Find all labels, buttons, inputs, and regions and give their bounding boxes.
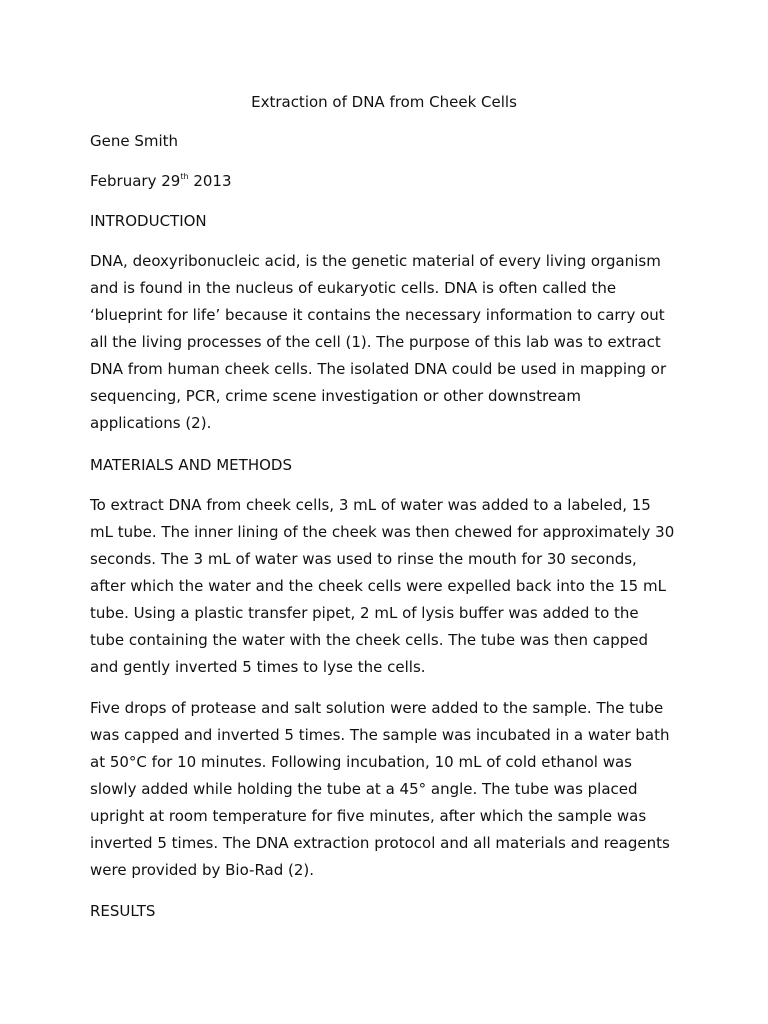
paragraph-line: tube. Using a plastic transfer pipet, 2 mL of lysis buffer was added to the <box>90 604 639 622</box>
author-name: Gene Smith <box>90 132 179 150</box>
paragraph-line: applications (2). <box>90 414 212 432</box>
methods-paragraph-1 <box>90 492 690 681</box>
paragraph-line: seconds. The 3 mL of water was used to rinse the mouth for 30 seconds, <box>90 550 637 568</box>
paragraph-line: and is found in the nucleus of eukaryotic cells. DNA is often called the <box>90 279 617 297</box>
paragraph-line: tube containing the water with the cheek cells. The tube was then capped <box>90 631 648 649</box>
introduction-heading: INTRODUCTION <box>90 212 207 230</box>
document-date <box>90 170 232 192</box>
date-ordinal-suffix: th <box>180 172 189 181</box>
materials-methods-heading: MATERIALS AND METHODS <box>90 456 292 474</box>
paragraph-line: mL tube. The inner lining of the cheek was then chewed for approximately 30 <box>90 523 675 541</box>
paragraph-line: all the living processes of the cell (1). The purpose of this lab was to extract <box>90 333 661 351</box>
paragraph-line: at 50°C for 10 minutes. Following incubation, 10 mL of cold ethanol was <box>90 753 632 771</box>
results-heading: RESULTS <box>90 902 156 920</box>
paragraph-line: slowly added while holding the tube at a 45° angle. The tube was placed <box>90 780 638 798</box>
paragraph-line: To extract DNA from cheek cells, 3 mL of water was added to a labeled, 15 <box>90 496 651 514</box>
paragraph-line: were provided by Bio-Rad (2). <box>90 861 315 879</box>
paragraph-line: after which the water and the cheek cells were expelled back into the 15 mL <box>90 577 666 595</box>
paragraph-line: sequencing, PCR, crime scene investigation or other downstream <box>90 387 581 405</box>
paragraph-line: ‘blueprint for life’ because it contains the necessary information to carry out <box>90 306 665 324</box>
date-year: 2013 <box>188 172 232 190</box>
paragraph-line: DNA, deoxyribonucleic acid, is the genetic material of every living organism <box>90 252 661 270</box>
paragraph-line: Five drops of protease and salt solution were added to the sample. The tube <box>90 699 664 717</box>
date-month-day: February 29 <box>90 172 181 190</box>
methods-paragraph-2 <box>90 695 690 884</box>
document-title: Extraction of DNA from Cheek Cells <box>251 93 517 111</box>
paragraph-line: inverted 5 times. The DNA extraction protocol and all materials and reagents <box>90 834 670 852</box>
paragraph-line: upright at room temperature for five minutes, after which the sample was <box>90 807 647 825</box>
paragraph-line: DNA from human cheek cells. The isolated DNA could be used in mapping or <box>90 360 667 378</box>
paragraph-line: was capped and inverted 5 times. The sample was incubated in a water bath <box>90 726 670 744</box>
paragraph-line: and gently inverted 5 times to lyse the cells. <box>90 658 426 676</box>
introduction-paragraph <box>90 248 690 437</box>
